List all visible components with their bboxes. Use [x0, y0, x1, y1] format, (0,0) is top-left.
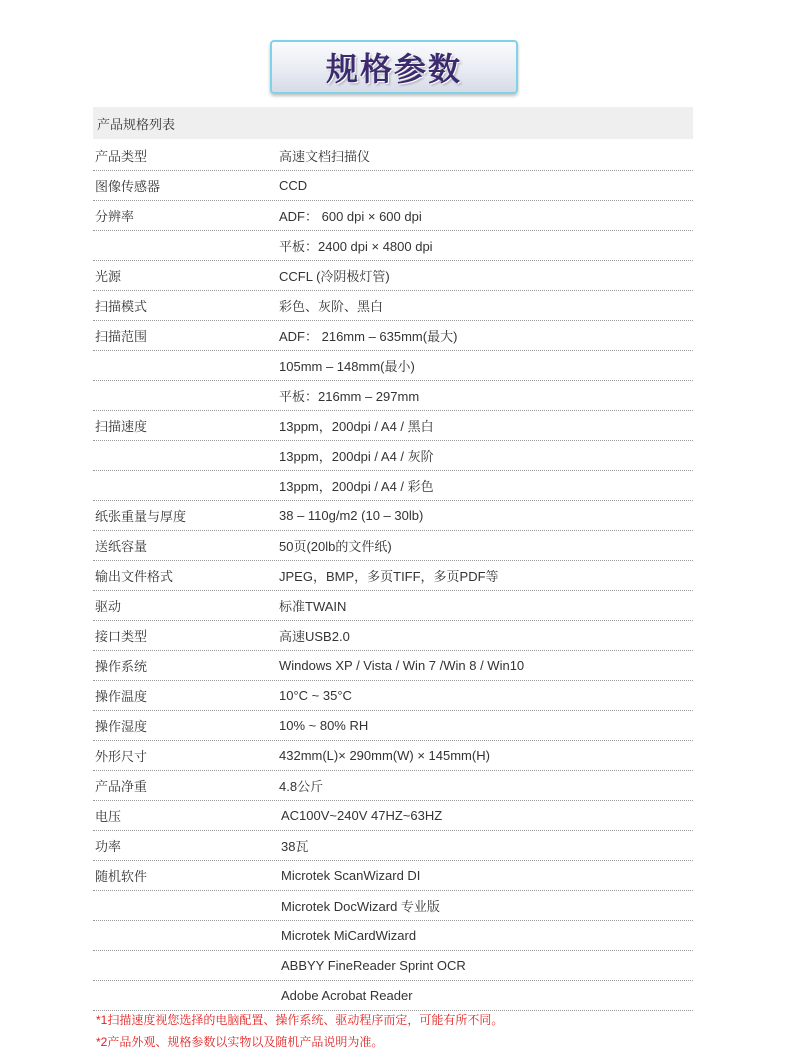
table-row [93, 801, 693, 831]
spec-label: 操作湿度 [95, 719, 148, 734]
spec-value: 105mm – 148mm(最小) [279, 359, 415, 374]
spec-value: ADF： 216mm – 635mm(最大) [279, 329, 458, 344]
spec-value: 50页(20lb的文件纸) [279, 539, 392, 554]
page-title: 规格参数 [325, 50, 462, 88]
spec-value: 13ppm，200dpi / A4 / 彩色 [279, 479, 434, 494]
table-row [93, 381, 693, 411]
spec-label: 电压 [95, 809, 122, 824]
spec-value: 平板：2400 dpi × 4800 dpi [279, 239, 433, 254]
table-row [93, 441, 693, 471]
spec-label: 分辨率 [95, 209, 135, 224]
title-badge [270, 40, 518, 94]
table-row [93, 621, 693, 651]
spec-value: AC100V~240V 47HZ~63HZ [281, 808, 443, 823]
spec-value: 432mm(L)× 290mm(W) × 145mm(H) [279, 748, 490, 763]
spec-value: 13ppm，200dpi / A4 / 灰阶 [279, 449, 434, 464]
spec-label: 操作温度 [95, 689, 148, 704]
title-banner [270, 40, 520, 96]
spec-value: JPEG，BMP，多页TIFF，多页PDF等 [279, 569, 499, 584]
table-row [93, 411, 693, 441]
spec-value: Microtek DocWizard 专业版 [281, 899, 440, 914]
spec-value: 高速文档扫描仪 [279, 149, 371, 164]
footnotes [96, 1010, 716, 1054]
spec-label: 扫描模式 [95, 299, 148, 314]
spec-value: CCD [279, 178, 308, 193]
spec-label: 接口类型 [95, 629, 148, 644]
spec-value: Microtek ScanWizard DI [281, 868, 421, 883]
spec-value: Windows XP / Vista / Win 7 /Win 8 / Win10 [279, 658, 525, 673]
table-row [93, 201, 693, 231]
table-row [93, 531, 693, 561]
table-row [93, 261, 693, 291]
table-row [93, 651, 693, 681]
table-row [93, 681, 693, 711]
spec-label: 功率 [95, 839, 122, 854]
table-row [93, 141, 693, 171]
table-row [93, 321, 693, 351]
spec-value: ABBYY FineReader Sprint OCR [281, 958, 466, 973]
spec-value: CCFL (冷阴极灯管) [279, 269, 390, 284]
spec-value: 10% ~ 80% RH [279, 718, 369, 733]
spec-value: 4.8公斤 [279, 779, 324, 794]
table-row [93, 291, 693, 321]
table-row [93, 711, 693, 741]
table-row [93, 591, 693, 621]
spec-table-header-label: 产品规格列表 [97, 116, 176, 132]
spec-value: 高速USB2.0 [279, 629, 350, 644]
spec-table [93, 107, 693, 1011]
table-row [93, 921, 693, 951]
spec-label: 送纸容量 [95, 539, 148, 554]
spec-value: 标准TWAIN [279, 599, 347, 614]
table-row [93, 861, 693, 891]
table-row [93, 171, 693, 201]
spec-value: 13ppm，200dpi / A4 / 黑白 [279, 419, 434, 434]
spec-label: 图像传感器 [95, 179, 161, 194]
spec-label: 产品净重 [95, 779, 148, 794]
spec-value: 10°C ~ 35°C [279, 688, 352, 703]
spec-label: 扫描范围 [95, 329, 148, 344]
footnote-1: *1扫描速度视您选择的电脑配置、操作系统、驱动程序而定，可能有所不同。 [96, 1013, 504, 1027]
spec-value: Microtek MiCardWizard [281, 928, 417, 943]
footnote-2: *2产品外观、规格参数以实物以及随机产品说明为准。 [96, 1035, 384, 1049]
table-row [93, 981, 693, 1011]
table-row [93, 771, 693, 801]
spec-label: 驱动 [95, 599, 122, 614]
spec-label: 外形尺寸 [95, 749, 148, 764]
spec-label: 扫描速度 [95, 419, 148, 434]
spec-value: 平板：216mm – 297mm [279, 389, 420, 404]
spec-value: Adobe Acrobat Reader [281, 988, 413, 1003]
table-row [93, 231, 693, 261]
spec-value: ADF： 600 dpi × 600 dpi [279, 209, 422, 224]
table-row [93, 951, 693, 981]
table-row [93, 891, 693, 921]
table-row [93, 471, 693, 501]
table-row [93, 561, 693, 591]
table-row [93, 501, 693, 531]
table-row [93, 741, 693, 771]
table-row [93, 351, 693, 381]
spec-label: 输出文件格式 [95, 569, 174, 584]
table-row [93, 831, 693, 861]
spec-label: 操作系统 [95, 659, 148, 674]
spec-value: 38 – 110g/m2 (10 – 30lb) [279, 508, 424, 523]
spec-table-header [93, 107, 693, 139]
spec-label: 光源 [95, 269, 122, 284]
spec-value: 彩色、灰阶、黑白 [279, 299, 384, 314]
spec-label: 随机软件 [95, 869, 148, 884]
spec-value: 38瓦 [281, 839, 309, 854]
spec-label: 产品类型 [95, 149, 148, 164]
spec-table-body [93, 141, 693, 1011]
spec-label: 纸张重量与厚度 [95, 509, 187, 524]
